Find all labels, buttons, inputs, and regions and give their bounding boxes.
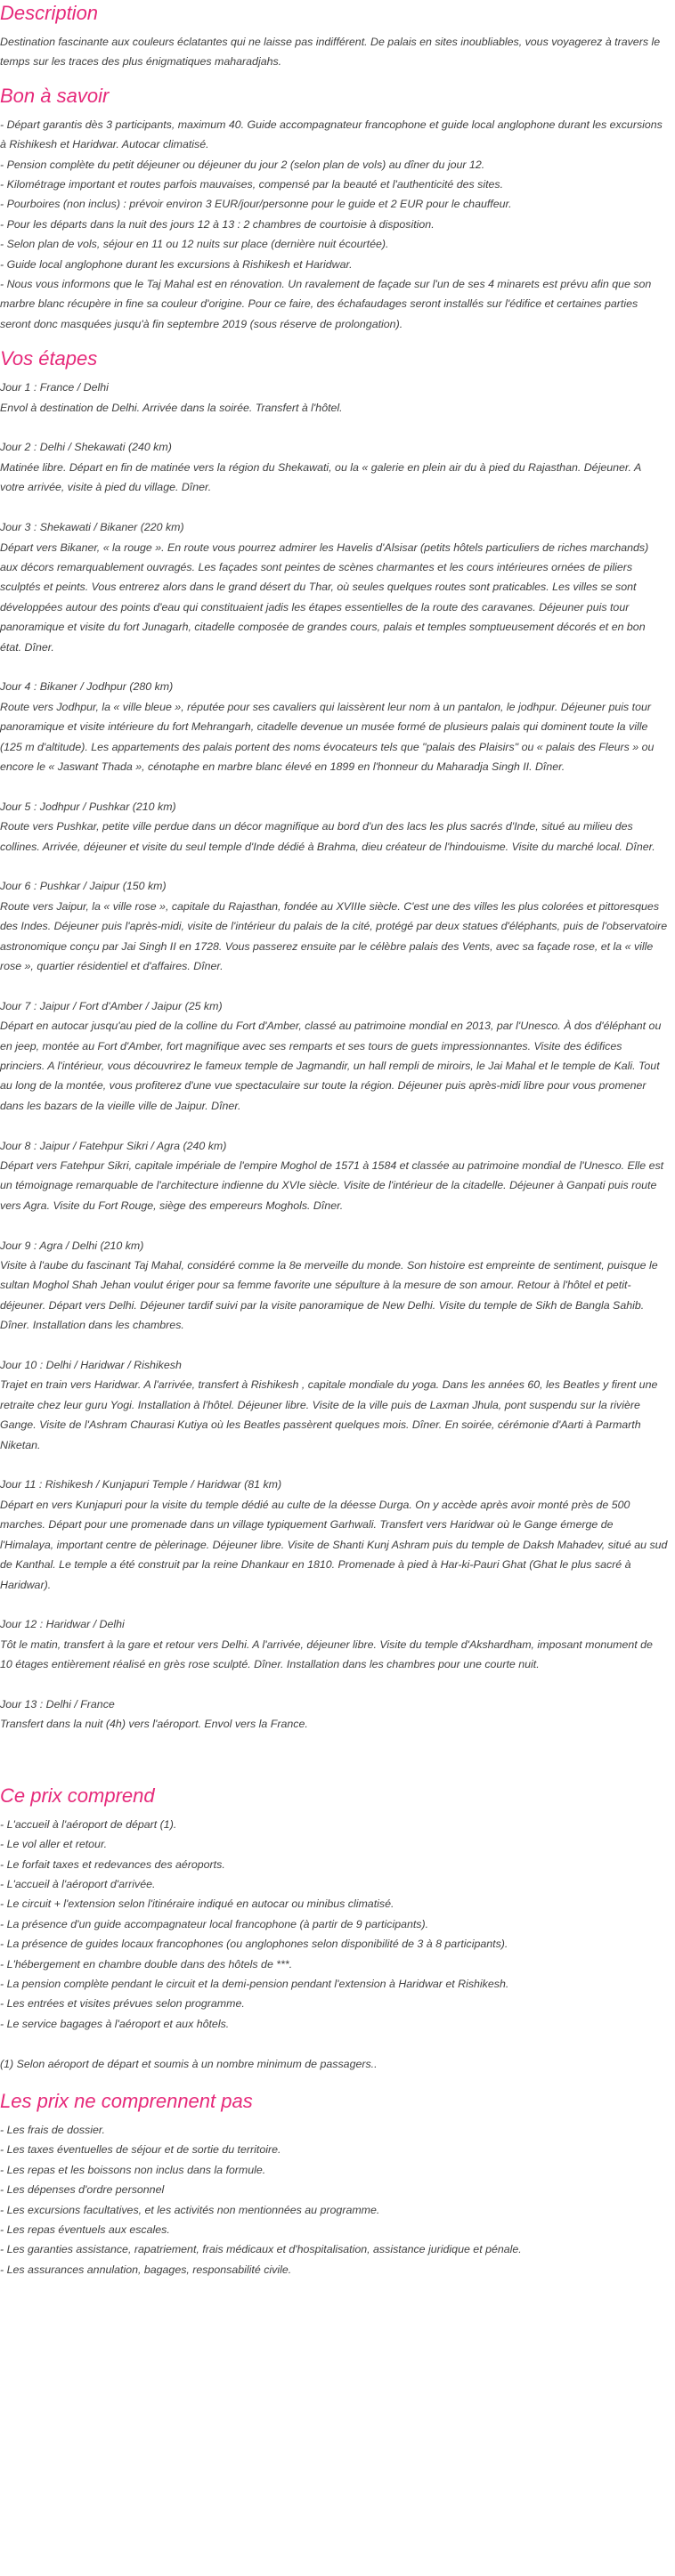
step-text: Route vers Pushkar, petite ville perdue dans un décor magnifique au bord d'un des lacs les plus sacrés d'Inde, situé au milieu des collines. Arrivée, déjeuner et visite du seul temple d'Inde dédié à Brahma, dieu créateur de l'hindouisme. Visite du marché local. Dîner. [0, 820, 655, 853]
includes-line: - Les entrées et visites prévues selon programme. [0, 1997, 245, 2011]
good-to-know-line: - Guide local anglophone durant les excursions à Rishikesh et Haridwar. [0, 257, 353, 271]
step-text: Transfert dans la nuit (4h) vers l'aéroport. Envol vers la France. [0, 1718, 308, 1731]
step-title: Jour 6 : Pushkar / Jaipur (150 km) [0, 880, 167, 893]
step-text: Départ vers Bikaner, « la rouge ». En route vous pourrez admirer les Havelis d'Alsisar (petits hôtels particuliers de riches marchands) aux décors remarquablement ouvragés. Les façades sont peintes de scènes charmantes et les cours intérieures ornées de piliers sculptés et peints. Vous entrerez alors dans le grand désert du Thar, où seules quelques routes sont praticables. Les villes se sont développées autour des points d'eau qui constituaient jadis les étapes essentielles de la route des caravanes. Déjeuner puis tour panoramique et visite du fort Junagarh, citadelle composée de grandes cours, palais et temples somptueusement décorés et en bon état. Dîner. [0, 540, 649, 654]
includes-line: - Le vol aller et retour. [0, 1838, 108, 1851]
includes-heading: Ce prix comprend [0, 1784, 155, 1807]
description-heading: Description [0, 2, 99, 24]
step-text: Départ en vers Kunjapuri pour la visite du temple dédié au culte de la déesse Durga. On y accède après avoir monté près de 500 marches. Départ pour une promenade dans un village typiquement Garhwali. Transfert vers Haridwar où le Gange émerge de l'Himalaya, important centre de pèlerinage. Déjeuner libre. Visite de Shanti Kunj Ashram puis du temple de Daksh Mahadev, situé au sud de Kanthal. Le temple a été construit par la reine Dhankaur en 1810. Promenade à pied à Har-ki-Pauri Ghat (Ghat le plus sacré à Haridwar). [0, 1498, 668, 1591]
good-to-know-line: - Nous vous informons que le Taj Mahal est en rénovation. Un ravalement de façade sur l'un de ses 4 minarets est prévu afin que son marbre blanc récupère in fine sa couleur d'origine. Pour ce faire, des échafaudages seront installés sur l'édifice et certaines parties seront donc masquées jusqu'à fin septembre 2019 (sous réserve de prolongation). [0, 278, 652, 330]
excludes-line: - Les dépenses d'ordre personnel [0, 2183, 165, 2197]
step-text: Matinée libre. Départ en fin de matinée vers la région du Shekawati, ou la « galerie en plein air du à pied du Rajasthan. Déjeuner. A votre arrivée, visite à pied du village. Dîner. [0, 460, 641, 494]
step-day-13 [0, 1694, 668, 1735]
step-day-7 [0, 996, 668, 1116]
good-to-know-line: - Pourboires (non inclus) : prévoir environ 3 EUR/jour/personne pour le guide et 2 EUR pour le chauffeur. [0, 198, 512, 211]
good-to-know-list [0, 115, 668, 334]
step-day-3 [0, 517, 668, 657]
step-title: Jour 11 : Rishikesh / Kunjapuri Temple / Haridwar (81 km) [0, 1478, 282, 1491]
step-title: Jour 12 : Haridwar / Delhi [0, 1618, 125, 1631]
step-text: Tôt le matin, transfert à la gare et retour vers Delhi. A l'arrivée, déjeuner libre. Visite du temple d'Akshardham, imposant monument de 10 étages entièrement réalisé en grès rose sculpté. Dîner. Installation dans les chambres pour une courte nuit. [0, 1637, 653, 1671]
step-title: Jour 10 : Delhi / Haridwar / Rishikesh [0, 1359, 182, 1372]
includes-line: - La présence d'un guide accompagnateur local francophone (à partir de 9 participants). [0, 1917, 429, 1930]
includes-section [0, 1784, 668, 2074]
step-title: Jour 5 : Jodhpur / Pushkar (210 km) [0, 800, 176, 813]
step-title: Jour 4 : Bikaner / Jodhpur (280 km) [0, 680, 174, 694]
steps-section [0, 347, 668, 1734]
step-title: Jour 13 : Delhi / France [0, 1697, 115, 1711]
excludes-line: - Les excursions facultatives, et les activités non mentionnées au programme. [0, 2203, 380, 2216]
page-content [0, 2, 675, 2279]
step-day-4 [0, 677, 668, 776]
step-day-8 [0, 1136, 668, 1216]
step-title: Jour 3 : Shekawati / Bikaner (220 km) [0, 521, 184, 534]
step-title: Jour 2 : Delhi / Shekawati (240 km) [0, 441, 172, 454]
step-text: Envol à destination de Delhi. Arrivée dans la soirée. Transfert à l'hôtel. [0, 401, 343, 414]
step-text: Départ vers Fatehpur Sikri, capitale impériale de l'empire Moghol de 1571 à 1584 et classée au patrimoine mondial de l'Unesco. Elle est un témoignage remarquable de l'architecture indienne du XVIe siècle. Visite de l'intérieur de la citadelle. Déjeuner à Ganpati puis route vers Agra. Visite du Fort Rouge, siège des empereurs Moghols. Dîner. [0, 1159, 664, 1212]
description-text: Destination fascinante aux couleurs éclatantes qui ne laisse pas indifférent. De palais en sites inoubliables, vous voyagerez à travers le temps sur les traces des plus énigmatiques maharadjahs. [0, 36, 661, 69]
includes-line: - La pension complète pendant le circuit et la demi-pension pendant l'extension à Haridwar et Rishikesh. [0, 1977, 509, 1990]
excludes-line: - Les taxes éventuelles de séjour et de sortie du territoire. [0, 2143, 281, 2157]
excludes-line: - Les garanties assistance, rapatriement, frais médicaux et d'hospitalisation, assistance juridique et pénale. [0, 2243, 522, 2256]
excludes-line: - Les assurances annulation, bagages, responsabilité civile. [0, 2263, 292, 2276]
excludes-heading: Les prix ne comprennent pas [0, 2089, 253, 2112]
includes-line: - L'hébergement en chambre double dans des hôtels de ***. [0, 1957, 293, 1971]
steps-heading: Vos étapes [0, 347, 98, 370]
excludes-line: - Les repas et les boissons non inclus dans la formule. [0, 2163, 266, 2176]
step-day-5 [0, 797, 668, 857]
step-text: Visite à l'aube du fascinant Taj Mahal, considéré comme la 8e merveille du monde. Son histoire est empreinte de sentiment, puisque le sultan Moghol Shah Jehan voulut ériger pour sa femme favorite une sépulture à la mesure de son amour. Retour à l'hôtel et petit-déjeuner. Départ vers Delhi. Déjeuner tardif suivi par la visite panoramique de New Delhi. Visite du temple de Sikh de Bangla Sahib. Dîner. Installation dans les chambres. [0, 1259, 658, 1332]
excludes-list [0, 2120, 668, 2279]
step-title: Jour 1 : France / Delhi [0, 381, 109, 394]
includes-list [0, 1815, 668, 2034]
includes-line: - Le circuit + l'extension selon l'itinéraire indiqué en autocar ou minibus climatisé. [0, 1897, 394, 1911]
good-to-know-line: - Selon plan de vols, séjour en 11 ou 12 nuits sur place (dernière nuit écourtée). [0, 238, 389, 251]
includes-line: - La présence de guides locaux francophones (ou anglophones selon disponibilité de 3 à 8 participants). [0, 1938, 508, 1951]
step-text: Départ en autocar jusqu'au pied de la colline du Fort d'Amber, classé au patrimoine mondial en 2013, par l'Unesco. À dos d'éléphant ou en jeep, montée au Fort d'Amber, fort magnifique avec ses remparts et ses tours de guets impressionnantes. Visite des édifices princiers. A l'intérieur, vous découvrirez le fameux temple de Jagmandir, un hall rempli de miroirs, le Jai Mahal et le temple de Kali. Tout au long de la montée, vous profiterez d'une vue spectaculaire sur toute la région. Déjeuner puis après-midi libre pour vous promener dans les bazars de la vieille ville de Jaipur. Dîner. [0, 1020, 662, 1112]
good-to-know-section [0, 85, 668, 334]
step-day-10 [0, 1355, 668, 1455]
step-day-6 [0, 876, 668, 976]
step-text: Trajet en train vers Haridwar. A l'arrivée, transfert à Rishikesh , capitale mondiale du yoga. Dans les années 60, les Beatles y firent une retraite chez leur guru Yogi. Installation à l'hôtel. Déjeuner libre. Visite de la ville puis de Laxman Jhula, pont suspendu sur la rivière Gange. Visite de l'Ashram Chaurasi Kutiya où les Beatles passèrent quelques mois. Dîner. En soirée, cérémonie d'Aarti à Parmarth Niketan. [0, 1378, 658, 1451]
step-title: Jour 9 : Agra / Delhi (210 km) [0, 1239, 144, 1252]
step-day-1 [0, 378, 668, 418]
good-to-know-line: - Kilométrage important et routes parfois mauvaises, compensé par la beauté et l'authenticité des sites. [0, 178, 504, 191]
good-to-know-line: - Pour les départs dans la nuit des jours 12 à 13 : 2 chambres de courtoisie à disposition. [0, 217, 435, 231]
excludes-line: - Les frais de dossier. [0, 2123, 105, 2136]
step-day-12 [0, 1614, 668, 1674]
includes-line: - L'accueil à l'aéroport de départ (1). [0, 1817, 177, 1831]
step-day-11 [0, 1475, 668, 1594]
includes-line: - L'accueil à l'aéroport d'arrivée. [0, 1877, 156, 1890]
good-to-know-line: - Départ garantis dès 3 participants, maximum 40. Guide accompagnateur francophone et guide local anglophone durant les excursions à Rishikesh et Haridwar. Autocar climatisé. [0, 118, 663, 151]
excludes-section [0, 2090, 668, 2279]
step-title: Jour 7 : Jaipur / Fort d'Amber / Jaipur (25 km) [0, 999, 223, 1012]
includes-line: - Le service bagages à l'aéroport et aux hôtels. [0, 2017, 230, 2030]
step-day-9 [0, 1236, 668, 1336]
step-title: Jour 8 : Jaipur / Fatehpur Sikri / Agra (240 km) [0, 1139, 227, 1152]
step-day-2 [0, 437, 668, 497]
includes-footnote: (1) Selon aéroport de départ et soumis à un nombre minimum de passagers.. [0, 2057, 378, 2070]
excludes-line: - Les repas éventuels aux escales. [0, 2223, 170, 2237]
description-section [0, 2, 668, 72]
good-to-know-line: - Pension complète du petit déjeuner ou déjeuner du jour 2 (selon plan de vols) au dîner du jour 12. [0, 158, 485, 171]
includes-line: - Le forfait taxes et redevances des aéroports. [0, 1857, 225, 1871]
step-text: Route vers Jodhpur, la « ville bleue », réputée pour ses cavaliers qui laissèrent leur nom à un pantalon, le jodhpur. Déjeuner puis tour panoramique et visite intérieure du fort Mehrangarh, citadelle devenue un musée formé de plusieurs palais qui dominent toute la ville (125 m d'altitude). Les appartements des palais portent des noms évocateurs tels que "palais des Plaisirs" ou « palais des Fleurs » ou encore le « Jaswant Thada », cénotaphe en marbre blanc élevé en 1899 en l'honneur du Maharadja Singh II. Dîner. [0, 700, 655, 773]
good-to-know-heading: Bon à savoir [0, 84, 110, 107]
step-text: Route vers Jaipur, la « ville rose », capitale du Rajasthan, fondée au XVIIIe siècle. C'est une des villes les plus colorées et pittoresques des Indes. Déjeuner puis l'après-midi, visite de l'intérieur du palais de la cité, protégé par deux statues d'éléphants, puis de l'observatoire astronomique conçu par Jai Singh II en 1728. Vous passerez ensuite par le célèbre palais des Vents, avec sa façade rose, et la « ville rose », quartier résidentiel et d'affaires. Dîner. [0, 899, 668, 972]
